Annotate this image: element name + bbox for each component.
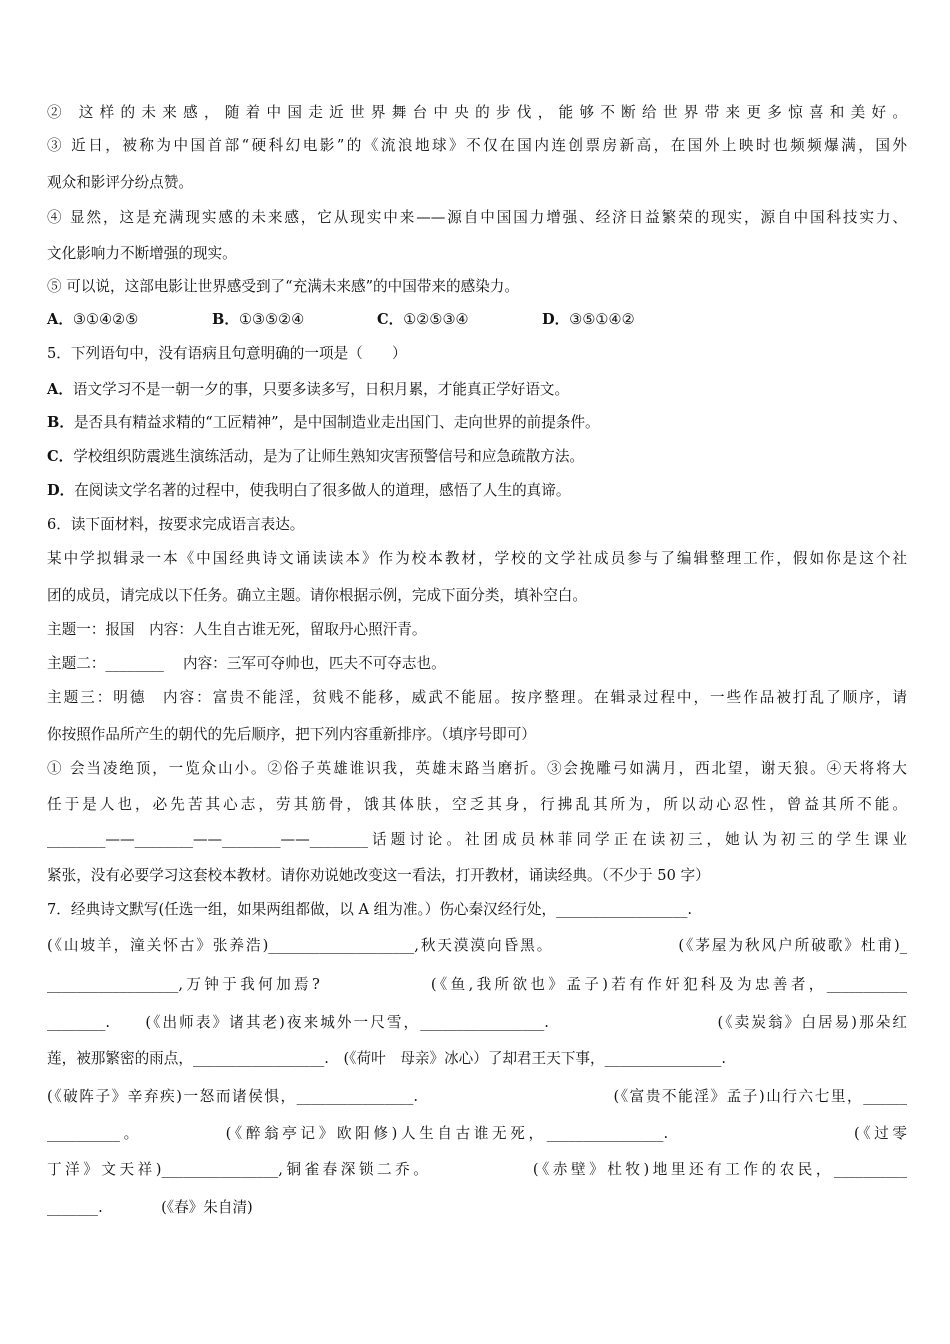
option-letter: A． bbox=[47, 381, 73, 398]
text-line: ________. (《出师表》诸其老)夜来城外一尺雪，_________________. (《卖炭翁》白居易)那朵红 bbox=[47, 1014, 907, 1031]
text-line: 观众和影评分纷点赞。 bbox=[47, 174, 193, 191]
text-line: 紧张，没有必要学习这套校本教材。请你劝说她改变这一看法，打开教材，诵读经典。（不少于 50 字） bbox=[47, 867, 710, 884]
option-text: ①②⑤③④ bbox=[403, 311, 469, 328]
text-line: ① 会当凌绝顶，一览众山小。②俗子英雄谁识我，英雄末路当磨折。③会挽雕弓如满月，西北望，谢天狼。④天将将大 bbox=[47, 760, 907, 777]
option-letter: B． bbox=[47, 414, 74, 431]
q4-options bbox=[47, 310, 907, 330]
option-text: 语文学习不是一朝一夕的事，只要多读多写，日积月累，才能真正学好语文。 bbox=[72, 381, 570, 398]
text-line: 主题二：________ 内容：三军可夺帅也，匹夫不可夺志也。 bbox=[47, 655, 446, 672]
option-text: 是否具有精益求精的“工匠精神”，是中国制造业走出国门、走向世界的前提条件。 bbox=[73, 414, 600, 431]
q5-option-a bbox=[47, 380, 907, 400]
text-line: ③ 近日，被称为中国首部“硬科幻电影”的《流浪地球》不仅在国内连创票房新高，在国外上映时也频频爆满，国外 bbox=[47, 137, 907, 154]
text-line: 莲，被那繁密的雨点，__________________. (《荷叶 母亲》冰心）了却君王天下事，________________. bbox=[47, 1050, 726, 1067]
option-letter: C． bbox=[47, 448, 74, 465]
text-line: __________________,万钟于我何加焉? (《鱼,我所欲也》孟子)若有作奸犯科及为忠善者，___________ bbox=[47, 976, 907, 993]
option-letter: B． bbox=[212, 311, 239, 328]
text-line: ② 这样的未来感，随着中国走近世界舞台中央的步伐，能够不断给世界带来更多惊喜和美好。 bbox=[47, 104, 907, 121]
option-text: 学校组织防震逃生演练活动，是为了让师生熟知灾害预警信号和应急疏散方法。 bbox=[73, 448, 585, 465]
question-6: 6．读下面材料，按要求完成语言表达。 bbox=[47, 516, 305, 533]
question-7: 7．经典诗文默写(任选一组，如果两组都做，以 A 组为准。）伤心秦汉经行处，__________________. bbox=[47, 901, 693, 918]
option-letter: D． bbox=[542, 311, 570, 328]
text-line: 丁洋》文天祥)________________,铜雀春深锁二乔。 (《赤壁》杜牧)地里还有工作的农民，__________ bbox=[47, 1161, 907, 1178]
q5-option-d bbox=[47, 481, 907, 501]
text-line: __________。 (《醉翁亭记》欧阳修)人生自古谁无死，________________. (《过零 bbox=[47, 1125, 907, 1142]
text-line: (《山坡羊，潼关怀古》张养浩)____________________,秋天漠漠向昏黑。 (《茅屋为秋风户所破歌》杜甫)_ bbox=[47, 937, 907, 954]
option-letter: A． bbox=[47, 311, 73, 328]
text-line: 任于是人也，必先苦其心志，劳其筋骨，饿其体肤，空乏其身，行拂乱其所为，所以动心忍性，曾益其所不能。 bbox=[47, 796, 907, 813]
text-line: ________——________——________——________话题讨论。社团成员林菲同学正在读初三，她认为初三的学生课业 bbox=[47, 831, 907, 848]
option-text: ③①④②⑤ bbox=[72, 311, 139, 328]
option-text: 在阅读文学名著的过程中，使我明白了很多做人的道理，感悟了人生的真谛。 bbox=[74, 482, 571, 499]
q4-option-b bbox=[212, 310, 304, 330]
text-line: (《破阵子》辛弃疾)一怒而诸侯惧，________________. (《富贵不能淫》孟子)山行六七里，______ bbox=[47, 1088, 907, 1105]
text-line: 主题一：报国 内容：人生自古谁无死，留取丹心照汗青。 bbox=[47, 621, 427, 638]
question-5: 5．下列语句中，没有语病且句意明确的一项是（ ） bbox=[47, 345, 407, 362]
q4-option-a bbox=[47, 310, 138, 330]
text-line: 你按照作品所产生的朝代的先后顺序，把下列内容重新排序。（填序号即可） bbox=[47, 726, 536, 743]
option-text: ①③⑤②④ bbox=[238, 311, 305, 328]
text-line: 文化影响力不断增强的现实。 bbox=[47, 245, 237, 262]
q5-option-b bbox=[47, 413, 907, 433]
option-text: ③⑤①④② bbox=[569, 311, 635, 328]
option-letter: C． bbox=[377, 311, 404, 328]
text-line: ④ 显然，这是充满现实感的未来感，它从现实中来——源自中国国力增强、经济日益繁荣的现实，源自中国科技实力、 bbox=[47, 209, 907, 226]
q5-option-c bbox=[47, 447, 907, 467]
text-line: ⑤ 可以说，这部电影让世界感受到了“充满未来感”的中国带来的感染力。 bbox=[47, 278, 519, 295]
option-letter: D． bbox=[47, 482, 75, 499]
q4-option-d bbox=[542, 310, 635, 330]
text-line: 某中学拟辑录一本《中国经典诗文诵读读本》作为校本教材，学校的文学社成员参与了编辑整理工作，假如你是这个社 bbox=[47, 550, 907, 567]
text-line: 主题三：明德 内容：富贵不能淫，贫贱不能移，威武不能屈。按序整理。在辑录过程中，一些作品被打乱了顺序，请 bbox=[47, 689, 907, 706]
q4-option-c bbox=[377, 310, 469, 330]
text-line: _______. (《春》朱自清) bbox=[47, 1199, 253, 1216]
text-line: 团的成员，请完成以下任务。确立主题。请你根据示例，完成下面分类，填补空白。 bbox=[47, 587, 587, 604]
